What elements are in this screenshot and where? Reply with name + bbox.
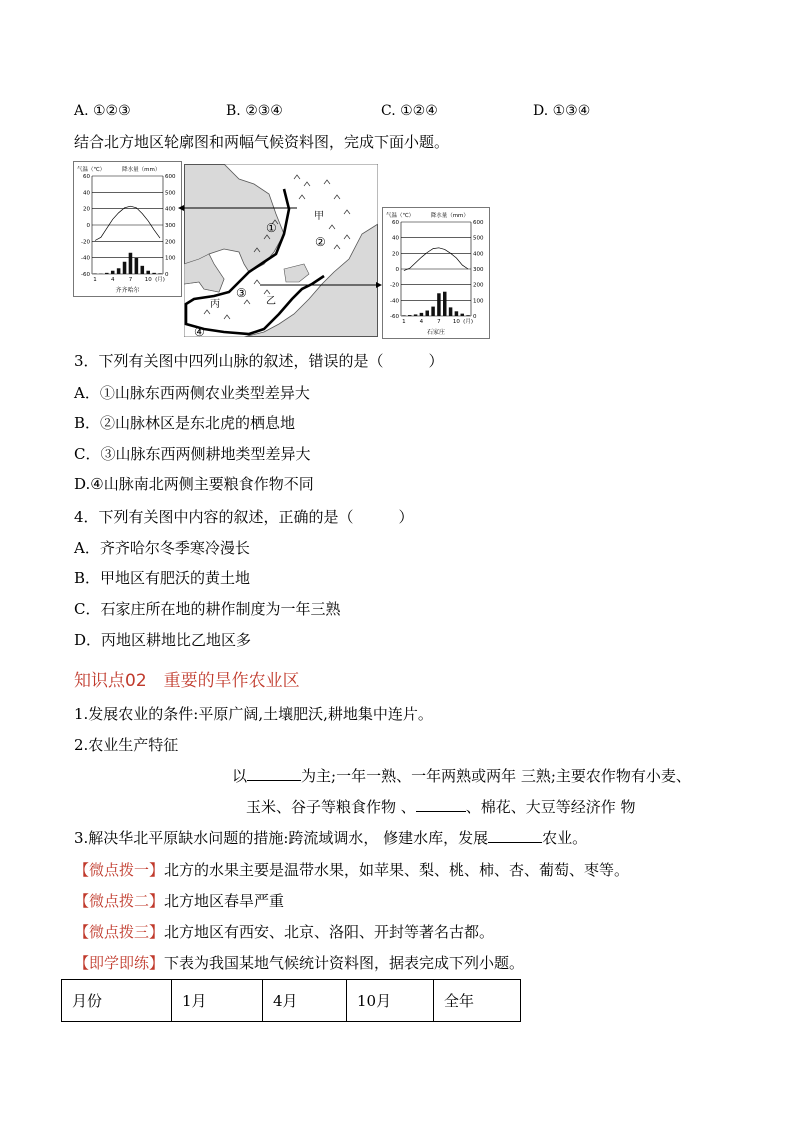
y-left-tick: 60 <box>83 174 90 180</box>
blank-1[interactable] <box>247 766 301 781</box>
y-right-tick: 500 <box>473 235 484 242</box>
map-label-jia: 甲 <box>314 211 324 222</box>
table-cell: 1月 <box>172 980 263 1022</box>
k2-l2-suffix: 、棉花、大豆等经济作 物 <box>465 798 636 816</box>
precip-bar <box>455 311 459 316</box>
practice-text: 下表为我国某地气候统计资料图，据表完成下列小题。 <box>164 954 525 972</box>
precip-bar <box>141 266 145 274</box>
temperature-curve <box>95 206 160 240</box>
table-cell: 10月 <box>347 980 434 1022</box>
precip-axis-title: 降水量（mm） <box>122 167 161 173</box>
station-name: 石家庄 <box>426 329 446 336</box>
y-left-tick: 0 <box>395 267 399 273</box>
tip-3 <box>74 922 494 942</box>
knowledge-3 <box>74 828 587 848</box>
map-mountain-2: ② <box>315 235 326 249</box>
precip-bar <box>426 311 430 316</box>
knowledge-1: 1.发展农业的条件:平原广阔,土壤肥沃,耕地集中连片。 <box>74 705 433 723</box>
k2-l1-prefix: 以 <box>232 767 248 785</box>
precip-bar <box>414 314 418 316</box>
precip-bar <box>152 273 156 274</box>
k3-suffix: 农业。 <box>542 829 588 847</box>
option-d: D. ①③④ <box>533 103 591 119</box>
blank-3[interactable] <box>488 828 542 843</box>
station-name: 齐齐哈尔 <box>115 287 140 294</box>
x-tick: 7 <box>437 319 441 325</box>
q3-stem: 3．下列有关图中四列山脉的叙述，错误的是（ ） <box>74 352 444 370</box>
k2-l2-prefix: 玉米、谷子等粮食作物 、 <box>246 798 416 816</box>
y-right-tick: 300 <box>165 223 176 229</box>
table-header-row <box>62 980 521 1022</box>
y-right-tick: 100 <box>473 298 484 305</box>
table-cell: 全年 <box>434 980 521 1022</box>
climate-chart-shijiazhuang <box>382 207 490 339</box>
climate-chart-qiqihar <box>73 161 182 297</box>
x-tick: 7 <box>128 277 133 283</box>
x-tick: 1 <box>93 277 97 283</box>
option-a: A. ①②③ <box>74 103 131 119</box>
k2-l1-suffix: 为主;一年一熟、一年两熟或两年 三熟;主要农作物有小麦、 <box>301 767 691 785</box>
precip-bar <box>443 292 447 316</box>
temperature-curve <box>404 248 468 271</box>
blank-2[interactable] <box>416 797 466 812</box>
x-unit: (月) <box>463 319 473 325</box>
precip-bar <box>117 268 121 274</box>
y-left-tick: 20 <box>83 206 90 213</box>
tip-3-text: 北方地区有西安、北京、洛阳、开封等著名古都。 <box>164 923 495 941</box>
y-right-tick: 600 <box>473 220 484 226</box>
knowledge-2-line2 <box>246 797 636 817</box>
precip-bar <box>420 313 424 316</box>
q3-option-a: A．①山脉东西两侧农业类型差异大 <box>74 384 310 402</box>
temp-axis-title: 气温（℃） <box>77 167 106 173</box>
precip-bar <box>461 314 465 316</box>
y-right-tick: 0 <box>473 314 477 320</box>
q3-option-d: D.④山脉南北两侧主要粮食作物不同 <box>74 475 314 493</box>
x-tick: 10 <box>144 277 152 283</box>
x-tick: 4 <box>110 277 115 283</box>
y-left-tick: -40 <box>81 255 90 262</box>
leader-arrows <box>170 200 400 295</box>
map-label-yi: 乙 <box>266 296 276 307</box>
climate-table <box>61 979 521 1022</box>
y-right-tick: 100 <box>165 255 176 262</box>
section-title: 知识点02 重要的旱作农业区 <box>74 671 300 691</box>
y-right-tick: 0 <box>165 272 169 278</box>
q3-option-c: C．③山脉东西两侧耕地类型差异大 <box>74 445 311 463</box>
precip-bar <box>437 293 441 316</box>
knowledge-2: 2.农业生产特征 <box>74 736 179 754</box>
precip-bar <box>431 307 435 316</box>
y-left-tick: 60 <box>392 220 399 226</box>
y-left-tick: -40 <box>390 298 399 305</box>
q4-option-b: B．甲地区有肥沃的黄土地 <box>74 569 251 587</box>
tip-1 <box>74 860 629 880</box>
y-left-tick: 0 <box>86 223 90 229</box>
map-label-bing: 丙 <box>210 299 220 310</box>
practice-tag: 【即学即练】 <box>74 954 165 972</box>
y-right-tick: 400 <box>165 206 176 213</box>
precip-bar <box>466 315 470 316</box>
precip-bar <box>158 273 162 274</box>
y-left-tick: -60 <box>81 272 90 278</box>
k3-prefix: 3.解决华北平原缺水问题的措施:跨流域调水， 修建水库，发展 <box>74 829 489 847</box>
x-tick: 10 <box>452 319 460 325</box>
y-left-tick: 40 <box>83 190 90 197</box>
precip-bar <box>135 258 139 274</box>
precip-bar <box>111 271 115 274</box>
tip-2-tag: 【微点拨二】 <box>74 892 165 910</box>
x-tick: 4 <box>419 319 424 325</box>
precip-bar <box>449 307 453 316</box>
y-left-tick: 20 <box>392 251 399 258</box>
knowledge-2-line1 <box>232 766 691 786</box>
practice <box>74 953 524 973</box>
tip-1-tag: 【微点拨一】 <box>74 861 165 879</box>
x-tick: 1 <box>402 319 406 325</box>
y-left-tick: -20 <box>390 282 399 289</box>
y-right-tick: 200 <box>165 239 176 246</box>
q4-option-d: D．丙地区耕地比乙地区多 <box>74 631 252 649</box>
map-mountain-1: ① <box>266 221 277 235</box>
precip-bar <box>123 262 127 274</box>
precip-bar <box>105 273 109 274</box>
y-right-tick: 300 <box>473 267 484 273</box>
tip-2 <box>74 891 284 911</box>
q3-option-b: B．②山脉林区是东北虎的栖息地 <box>74 414 296 432</box>
y-left-tick: -20 <box>81 239 90 246</box>
y-left-tick: 40 <box>392 235 399 242</box>
q4-stem: 4．下列有关图中内容的叙述，正确的是（ ） <box>74 508 414 526</box>
q4-option-c: C．石家庄所在地的耕作制度为一年三熟 <box>74 600 341 618</box>
y-right-tick: 600 <box>165 174 176 180</box>
y-right-tick: 200 <box>473 282 484 289</box>
precip-bar <box>129 253 133 274</box>
y-left-tick: -60 <box>390 314 399 320</box>
tip-2-text: 北方地区春旱严重 <box>164 892 285 910</box>
y-right-tick: 500 <box>165 190 176 197</box>
y-right-tick: 400 <box>473 251 484 258</box>
tip-1-text: 北方的水果主要是温带水果，如苹果、梨、桃、柿、杏、葡萄、枣等。 <box>164 861 630 879</box>
intro-text: 结合北方地区轮廓图和两幅气候资料图，完成下面小题。 <box>74 133 450 151</box>
table-cell: 4月 <box>263 980 347 1022</box>
precip-axis-title: 降水量（mm） <box>430 213 469 219</box>
tip-3-tag: 【微点拨三】 <box>74 923 165 941</box>
map-mountain-4: ④ <box>194 325 205 337</box>
option-c: C. ①②④ <box>381 103 438 119</box>
temp-axis-title: 气温（℃） <box>386 213 415 219</box>
x-unit: (月) <box>155 277 165 283</box>
precip-bar <box>408 315 412 316</box>
precip-bar <box>402 315 406 316</box>
q4-option-a: A．齐齐哈尔冬季寒冷漫长 <box>74 539 250 557</box>
option-b: B. ②③④ <box>226 103 283 119</box>
map-mountain-3: ③ <box>236 286 247 300</box>
table-cell: 月份 <box>62 980 172 1022</box>
precip-bar <box>146 271 150 274</box>
